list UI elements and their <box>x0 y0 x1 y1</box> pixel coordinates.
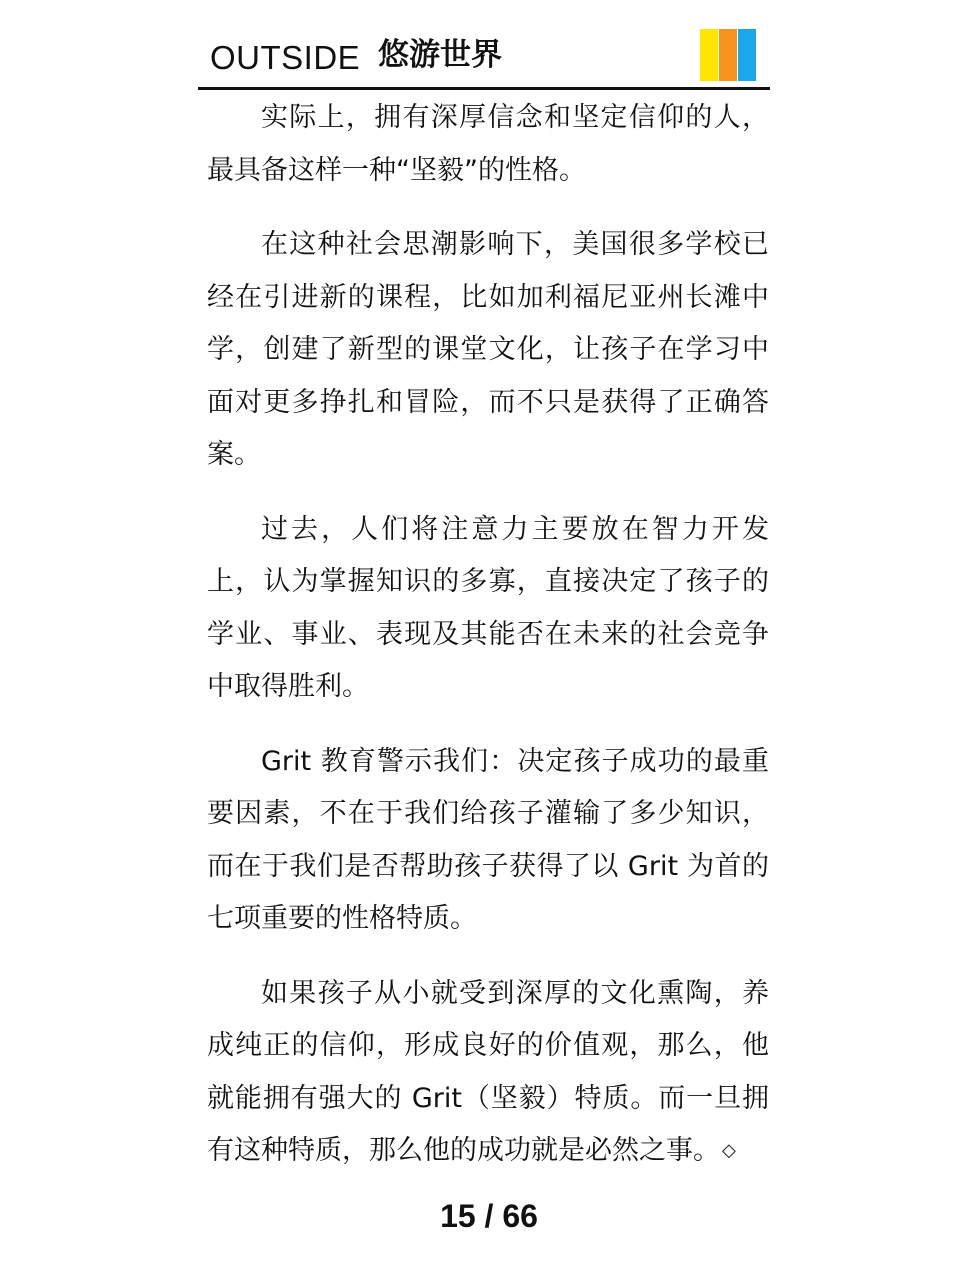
brand-color-bars <box>699 29 756 81</box>
article-body <box>207 92 769 1200</box>
yellow-bar <box>700 29 718 81</box>
orange-bar <box>719 29 737 81</box>
paragraph-2: 在这种社会思潮影响下，美国很多学校已经在引进新的课程，比如加利福尼亚州长滩中学，创建了新型的课堂文化，让孩子在学习中面对更多挣扎和冒险，而不只是获得了正确答案。 <box>207 229 769 470</box>
paragraph-1: 实际上，拥有深厚信念和坚定信仰的人，最具备这样一种“坚毅”的性格。 <box>207 102 769 186</box>
end-mark-icon: ◇ <box>722 1140 736 1162</box>
paragraph-4: Grit 教育警示我们：决定孩子成功的最重要因素，不在于我们给孩子灌输了多少知识，而在于我们是否帮助孩子获得了以 Grit 为首的七项重要的性格特质。 <box>207 745 769 934</box>
page-number: 15 / 66 <box>440 1198 538 1234</box>
brand-name-en: OUTSIDE <box>210 39 361 76</box>
blue-bar <box>738 29 756 81</box>
header-divider <box>198 87 770 90</box>
brand-name-cn: 悠游世界 <box>378 37 502 73</box>
paragraph-3: 过去，人们将注意力主要放在智力开发上，认为掌握知识的多寡，直接决定了孩子的学业、事业、表现及其能否在未来的社会竞争中取得胜利。 <box>207 513 769 702</box>
paragraph-5 <box>207 968 769 1178</box>
page-header <box>198 26 770 90</box>
paragraph-5-text: 如果孩子从小就受到深厚的文化熏陶，养成纯正的信仰，形成良好的价值观，那么，他就能拥有强大的 Grit（坚毅）特质。而一旦拥有这种特质，那么他的成功就是必然之事。 <box>207 977 769 1166</box>
